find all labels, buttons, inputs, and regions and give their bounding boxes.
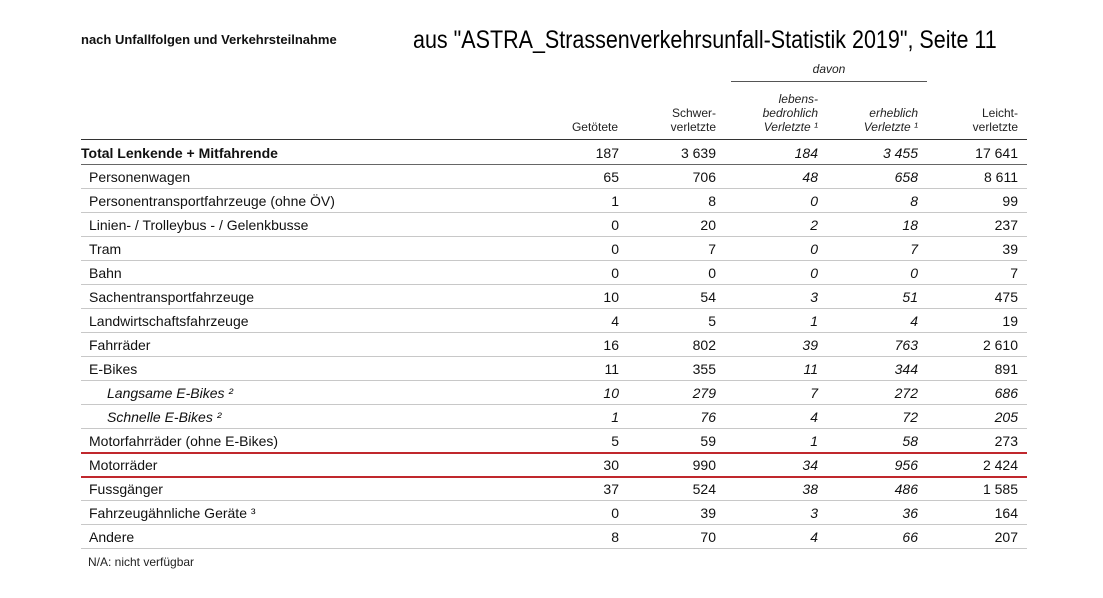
cell-lebensbedrohlich: 0 [810, 193, 818, 209]
cell-getoetete: 10 [603, 385, 619, 401]
cell-lebensbedrohlich: 1 [810, 433, 818, 449]
cell-lebensbedrohlich: 4 [810, 529, 818, 545]
cell-lebensbedrohlich: 184 [794, 145, 818, 161]
table-row [81, 261, 1027, 285]
cell-schwerverletzte: 355 [692, 361, 716, 377]
cell-schwerverletzte: 70 [700, 529, 716, 545]
row-label: Fahrzeugähnliche Geräte ³ [89, 505, 256, 521]
cell-schwerverletzte: 5 [708, 313, 716, 329]
row-separator [81, 548, 1027, 549]
cell-erheblich: 763 [894, 337, 918, 353]
header-leichtverletzte: Leicht- verletzte [972, 106, 1018, 134]
header-schwerverletzte: Schwer- verletzte [670, 106, 716, 134]
cell-schwerverletzte: 8 [708, 193, 716, 209]
cell-schwerverletzte: 706 [692, 169, 716, 185]
cell-schwerverletzte: 802 [692, 337, 716, 353]
davon-underline [731, 81, 927, 82]
row-label: Bahn [89, 265, 122, 281]
cell-schwerverletzte: 76 [700, 409, 716, 425]
cell-leichtverletzte: 237 [994, 217, 1018, 233]
table-row [81, 453, 1027, 477]
cell-schwerverletzte: 524 [692, 481, 716, 497]
cell-erheblich: 7 [910, 241, 918, 257]
cell-lebensbedrohlich: 0 [810, 265, 818, 281]
cell-schwerverletzte: 59 [700, 433, 716, 449]
table-row [81, 357, 1027, 381]
table-row [81, 381, 1027, 405]
cell-lebensbedrohlich: 48 [802, 169, 818, 185]
row-label: Sachentransportfahrzeuge [89, 289, 254, 305]
cell-getoetete: 0 [611, 217, 619, 233]
cell-getoetete: 4 [611, 313, 619, 329]
table-row [81, 189, 1027, 213]
cell-lebensbedrohlich: 4 [810, 409, 818, 425]
davon-group-header: davon [812, 62, 846, 76]
header-lebensbedrohlich: lebens- bedrohlich Verletzte ¹ [762, 92, 818, 134]
cell-getoetete: 30 [603, 457, 619, 473]
total-row [81, 141, 1027, 165]
cell-leichtverletzte: 475 [994, 289, 1018, 305]
table-row [81, 285, 1027, 309]
cell-schwerverletzte: 3 639 [680, 145, 716, 161]
cell-erheblich: 344 [894, 361, 918, 377]
cell-erheblich: 3 455 [882, 145, 918, 161]
cell-erheblich: 486 [894, 481, 918, 497]
table-row [81, 429, 1027, 453]
row-label: Fahrräder [89, 337, 151, 353]
cell-erheblich: 36 [902, 505, 918, 521]
row-label: Schnelle E-Bikes ² [107, 409, 222, 425]
row-label: Andere [89, 529, 135, 545]
cell-schwerverletzte: 990 [692, 457, 716, 473]
cell-leichtverletzte: 19 [1002, 313, 1018, 329]
table-row [81, 165, 1027, 189]
cell-erheblich: 72 [902, 409, 918, 425]
cell-leichtverletzte: 205 [994, 409, 1018, 425]
cell-leichtverletzte: 686 [994, 385, 1018, 401]
cell-getoetete: 0 [611, 505, 619, 521]
table-row [81, 309, 1027, 333]
cell-lebensbedrohlich: 3 [810, 289, 818, 305]
row-label: Personenwagen [89, 169, 191, 185]
cell-leichtverletzte: 8 611 [984, 169, 1018, 185]
cell-leichtverletzte: 2 424 [982, 457, 1018, 473]
cell-erheblich: 272 [894, 385, 918, 401]
cell-schwerverletzte: 39 [700, 505, 716, 521]
cell-lebensbedrohlich: 3 [810, 505, 818, 521]
footnote: N/A: nicht verfügbar [88, 555, 195, 569]
table-row [81, 501, 1027, 525]
cell-getoetete: 0 [611, 241, 619, 257]
row-label: Landwirtschaftsfahrzeuge [89, 313, 249, 329]
cell-schwerverletzte: 54 [700, 289, 716, 305]
table-row [81, 525, 1027, 549]
cell-lebensbedrohlich: 7 [810, 385, 818, 401]
row-label: Personentransportfahrzeuge (ohne ÖV) [89, 193, 335, 209]
table-row [81, 477, 1027, 501]
table-row [81, 213, 1027, 237]
cell-leichtverletzte: 7 [1010, 265, 1018, 281]
header-erheblich: erheblich Verletzte ¹ [863, 106, 918, 134]
cell-leichtverletzte: 39 [1002, 241, 1018, 257]
cell-getoetete: 11 [604, 361, 619, 377]
row-label: Tram [89, 241, 122, 257]
cell-getoetete: 187 [595, 145, 619, 161]
cell-erheblich: 658 [894, 169, 918, 185]
cell-erheblich: 58 [902, 433, 918, 449]
cell-lebensbedrohlich: 2 [810, 217, 818, 233]
cell-getoetete: 10 [603, 289, 619, 305]
cell-erheblich: 956 [894, 457, 918, 473]
cell-getoetete: 16 [603, 337, 619, 353]
cell-getoetete: 5 [611, 433, 619, 449]
cell-getoetete: 0 [611, 265, 619, 281]
cell-erheblich: 4 [910, 313, 918, 329]
cell-erheblich: 66 [902, 529, 918, 545]
cell-lebensbedrohlich: 1 [810, 313, 818, 329]
cell-getoetete: 8 [611, 529, 619, 545]
cell-schwerverletzte: 279 [692, 385, 716, 401]
row-label: Motorräder [89, 457, 158, 473]
cell-getoetete: 1 [611, 193, 619, 209]
cell-leichtverletzte: 273 [994, 433, 1018, 449]
cell-lebensbedrohlich: 11 [803, 361, 818, 377]
cell-leichtverletzte: 99 [1002, 193, 1018, 209]
table-row [81, 237, 1027, 261]
cell-lebensbedrohlich: 39 [802, 337, 818, 353]
cell-lebensbedrohlich: 0 [810, 241, 818, 257]
row-label: Fussgänger [89, 481, 163, 497]
cell-schwerverletzte: 0 [708, 265, 716, 281]
row-label: E-Bikes [89, 361, 138, 377]
cell-erheblich: 51 [902, 289, 918, 305]
cell-getoetete: 1 [611, 409, 619, 425]
cell-leichtverletzte: 207 [994, 529, 1018, 545]
cell-schwerverletzte: 7 [708, 241, 716, 257]
cell-getoetete: 65 [603, 169, 619, 185]
cell-lebensbedrohlich: 38 [802, 481, 818, 497]
header-getoetete: Getötete [571, 120, 618, 134]
row-label: Langsame E-Bikes ² [107, 385, 234, 401]
row-label: Total Lenkende + Mitfahrende [81, 145, 278, 161]
row-label: Motorfahrräder (ohne E-Bikes) [89, 433, 279, 449]
cell-leichtverletzte: 2 610 [982, 337, 1018, 353]
source-caption: aus "ASTRA_Strassenverkehrsunfall-Statistik 2019", Seite 11 [413, 26, 997, 54]
cell-leichtverletzte: 17 641 [975, 145, 1018, 161]
cell-erheblich: 8 [910, 193, 918, 209]
table-row [81, 405, 1027, 429]
cell-erheblich: 18 [902, 217, 918, 233]
cell-getoetete: 37 [603, 481, 619, 497]
table-subtitle: nach Unfallfolgen und Verkehrsteilnahme [81, 32, 337, 47]
header-rule [81, 139, 1027, 140]
cell-leichtverletzte: 164 [994, 505, 1018, 521]
cell-leichtverletzte: 1 585 [982, 481, 1018, 497]
table-row [81, 333, 1027, 357]
cell-leichtverletzte: 891 [994, 361, 1018, 377]
row-label: Linien- / Trolleybus - / Gelenkbusse [89, 217, 309, 233]
cell-lebensbedrohlich: 34 [802, 457, 818, 473]
cell-erheblich: 0 [910, 265, 918, 281]
cell-schwerverletzte: 20 [700, 217, 716, 233]
